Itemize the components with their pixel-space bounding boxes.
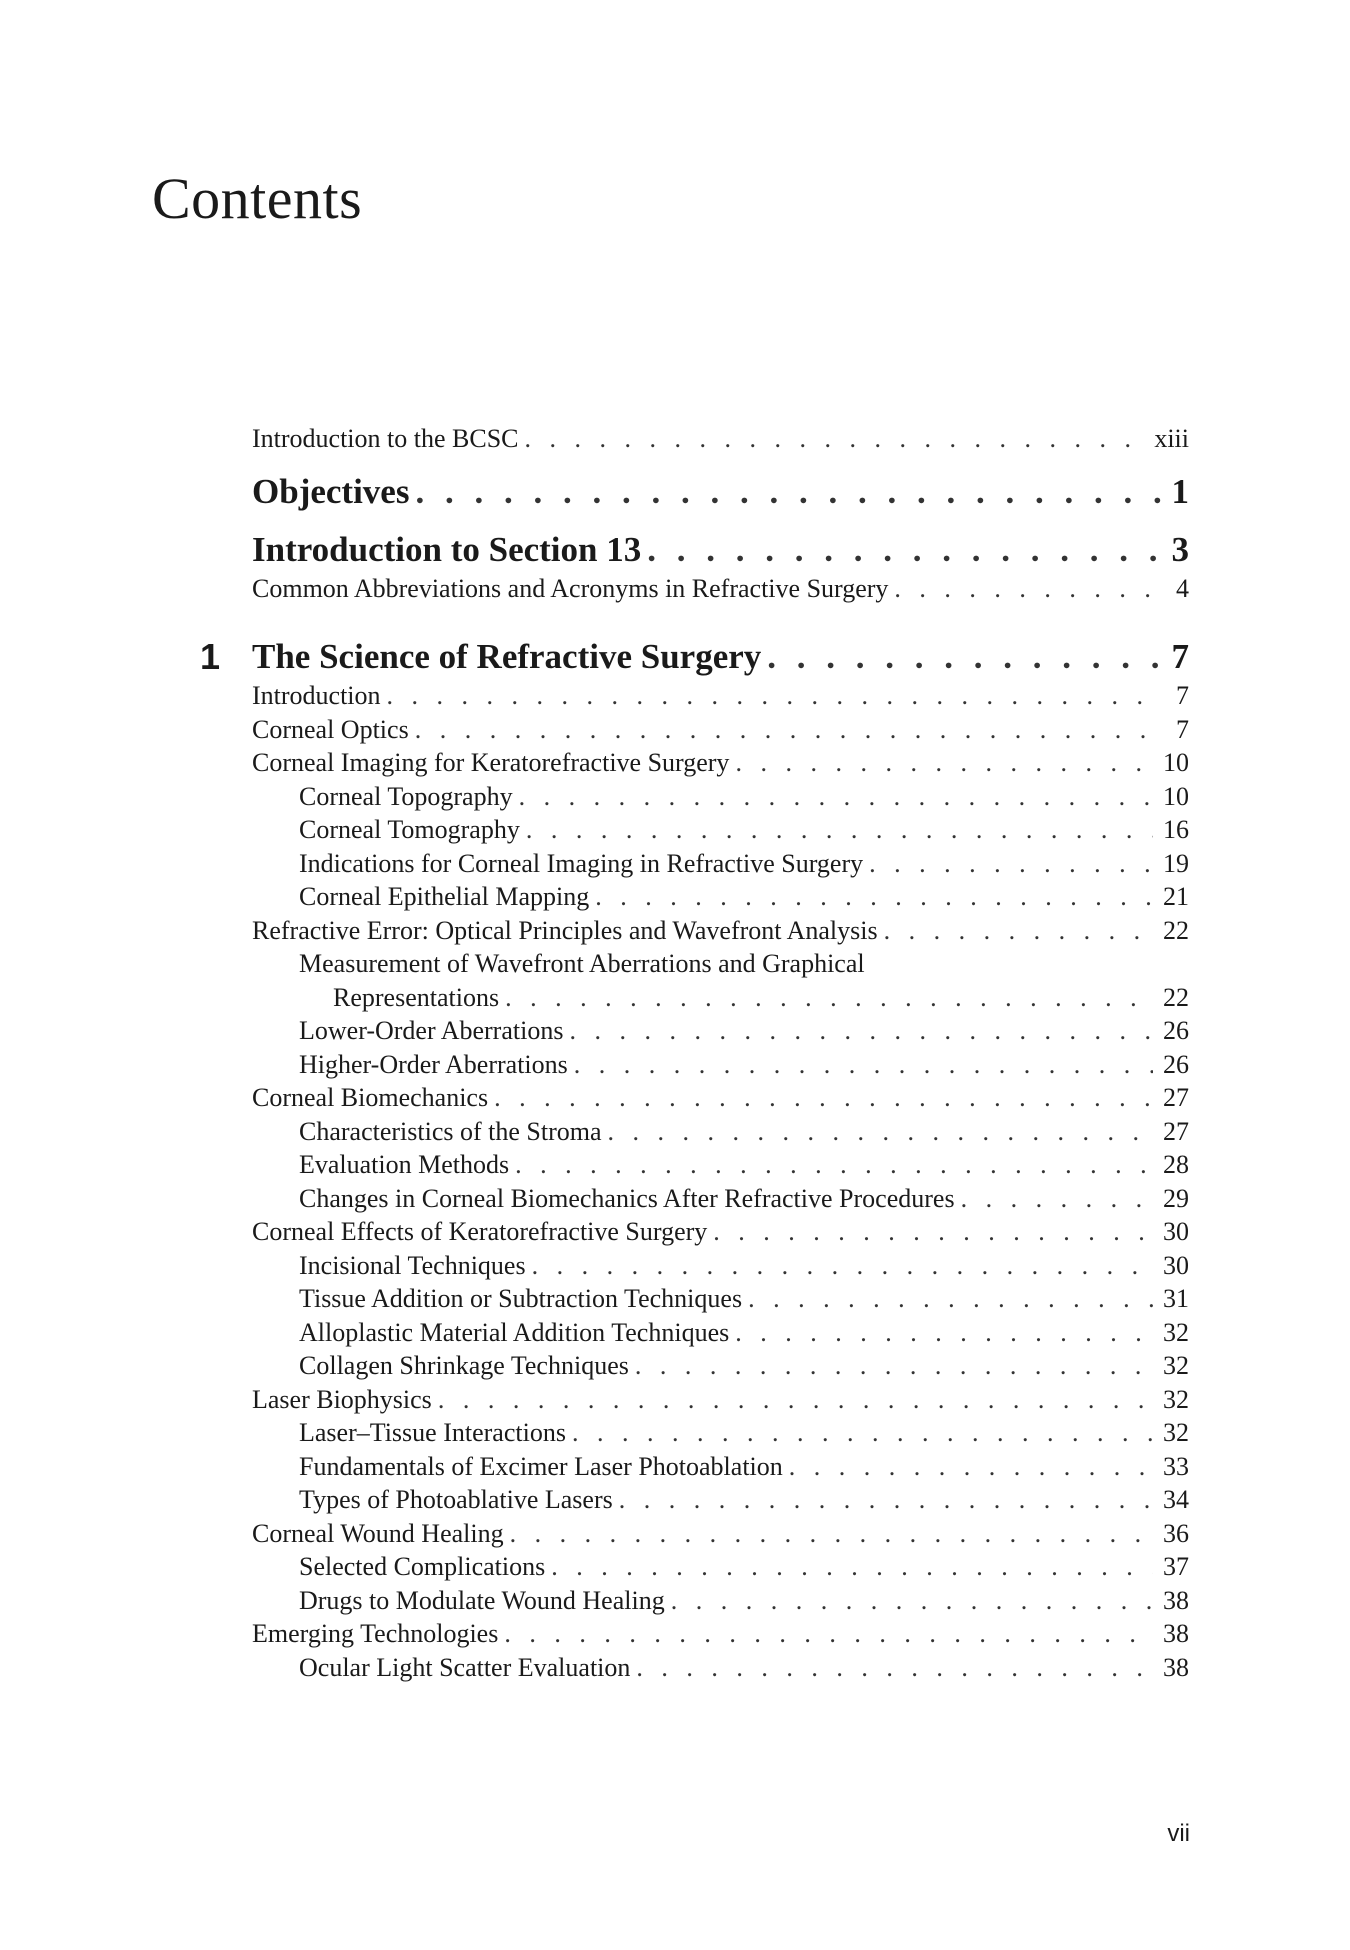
toc-entry[interactable]	[252, 1215, 1189, 1249]
toc-page-number: 10	[1163, 781, 1189, 811]
toc-entry[interactable]	[252, 1249, 1189, 1283]
dot-leader	[494, 1081, 1153, 1115]
toc-page-number: 4	[1176, 573, 1189, 603]
toc-entry[interactable]	[252, 1282, 1189, 1316]
toc-entry[interactable]	[252, 1349, 1189, 1383]
toc-page-number: 28	[1163, 1150, 1189, 1179]
toc-page-number: xiii	[1154, 424, 1189, 453]
toc-entry-title: Indications for Corneal Imaging in Refractive Surgery	[299, 848, 864, 878]
dot-leader	[735, 746, 1153, 780]
toc-entry[interactable]	[252, 572, 1189, 606]
toc-entry-title: Lower-Order Aberrations	[299, 1016, 564, 1045]
dot-leader	[767, 635, 1163, 679]
toc-page-number: 30	[1163, 1217, 1189, 1246]
toc-entry[interactable]	[252, 746, 1189, 780]
toc-page-number: 22	[1163, 915, 1189, 945]
toc-entry[interactable]	[252, 1550, 1189, 1584]
toc-entry-title: Corneal Topography	[299, 781, 513, 811]
toc-entry-title: Common Abbreviations and Acronyms in Refractive Surgery	[252, 573, 889, 603]
toc-entry-title: Laser–Tissue Interactions	[299, 1418, 566, 1447]
page-number: vii	[1167, 1820, 1190, 1847]
dot-leader	[415, 470, 1163, 514]
dot-leader	[515, 1148, 1153, 1182]
toc-entry-title: Introduction	[252, 681, 381, 710]
toc-entry-title: Corneal Wound Healing	[252, 1518, 504, 1548]
dot-leader	[387, 679, 1153, 713]
toc-entry[interactable]	[252, 847, 1189, 881]
toc-entry-title: Emerging Technologies	[252, 1619, 499, 1648]
dot-leader	[504, 1617, 1153, 1651]
toc-entry[interactable]	[252, 914, 1189, 948]
dot-leader	[608, 1115, 1153, 1149]
toc-page-number: 27	[1163, 1116, 1189, 1146]
table-of-contents	[200, 422, 1189, 1684]
toc-page-number: 31	[1163, 1284, 1189, 1313]
toc-entry-title: Corneal Biomechanics	[252, 1083, 489, 1112]
toc-page-number: 36	[1163, 1518, 1189, 1548]
toc-entry-title: Refractive Error: Optical Principles and Wavefront Analysis	[252, 915, 878, 945]
toc-page-number: 38	[1163, 1652, 1189, 1682]
dot-leader	[671, 1584, 1153, 1618]
toc-entry[interactable]	[252, 813, 1189, 847]
toc-entry[interactable]	[252, 1316, 1189, 1350]
dot-leader	[647, 528, 1163, 572]
toc-page-number: 21	[1163, 882, 1189, 911]
dot-leader	[735, 1316, 1153, 1350]
dot-leader	[789, 1450, 1153, 1484]
dot-leader	[572, 1416, 1153, 1450]
toc-page-number: 7	[1176, 681, 1189, 710]
toc-entry[interactable]	[252, 1517, 1189, 1551]
toc-page-number: 19	[1163, 848, 1189, 878]
toc-entry[interactable]	[252, 1483, 1189, 1517]
dot-leader	[438, 1383, 1153, 1417]
toc-entry-title: Selected Complications	[299, 1552, 546, 1581]
dot-leader	[519, 780, 1153, 814]
toc-entry-title: Drugs to Modulate Wound Healing	[299, 1585, 665, 1615]
toc-page-number: 33	[1163, 1451, 1189, 1481]
dot-leader	[884, 914, 1153, 948]
dot-leader	[636, 1651, 1153, 1685]
toc-entry-title: Characteristics of the Stroma	[299, 1116, 602, 1146]
toc-entry-title: Tissue Addition or Subtraction Techniques	[299, 1284, 743, 1313]
toc-entry[interactable]	[252, 1584, 1189, 1618]
toc-entry-title: Introduction to the BCSC	[252, 424, 519, 453]
toc-entry-title: Measurement of Wavefront Aberrations and Graphical	[299, 949, 865, 978]
toc-entry[interactable]	[252, 880, 1189, 914]
toc-page-number: 1	[1171, 471, 1189, 511]
toc-entry-title: Ocular Light Scatter Evaluation	[299, 1652, 631, 1682]
toc-entry-title: Corneal Tomography	[299, 815, 520, 844]
toc-page-number: 32	[1163, 1317, 1189, 1347]
toc-heading[interactable]	[252, 470, 1189, 514]
dot-leader	[505, 981, 1153, 1015]
dot-leader	[894, 572, 1153, 606]
toc-entry[interactable]	[252, 1651, 1189, 1685]
toc-entry-title: Laser Biophysics	[252, 1384, 432, 1414]
dot-leader	[595, 880, 1153, 914]
toc-page-number: 34	[1163, 1485, 1189, 1514]
toc-entry-title: Fundamentals of Excimer Laser Photoablation	[299, 1451, 783, 1481]
toc-page-number: 37	[1163, 1552, 1189, 1581]
toc-entry[interactable]	[252, 679, 1189, 713]
toc-heading[interactable]	[252, 528, 1189, 572]
toc-entry[interactable]	[252, 1148, 1189, 1182]
dot-leader	[961, 1182, 1153, 1216]
toc-entry[interactable]	[252, 1048, 1189, 1082]
toc-entry-title: Corneal Effects of Keratorefractive Surgery	[252, 1217, 708, 1246]
toc-entry[interactable]	[252, 1450, 1189, 1484]
toc-page-number: 32	[1163, 1418, 1189, 1447]
toc-entry-title: Collagen Shrinkage Techniques	[299, 1351, 629, 1380]
toc-page-number: 29	[1163, 1183, 1189, 1213]
dot-leader	[748, 1282, 1153, 1316]
toc-page-number: 10	[1163, 748, 1189, 777]
toc-entry[interactable]	[252, 1014, 1189, 1048]
toc-entry-title: The Science of Refractive Surgery	[252, 637, 762, 676]
dot-leader	[569, 1014, 1153, 1048]
dot-leader	[574, 1048, 1153, 1082]
toc-entry[interactable]	[252, 947, 1189, 981]
toc-page-number: 32	[1163, 1384, 1189, 1414]
toc-page-number: 27	[1163, 1083, 1189, 1112]
toc-page-number: 16	[1163, 815, 1189, 844]
dot-leader	[510, 1517, 1153, 1551]
toc-entry[interactable]	[252, 1115, 1189, 1149]
toc-entry[interactable]	[252, 422, 1189, 456]
toc-page-number: 3	[1171, 529, 1189, 569]
toc-page-number: 22	[1163, 982, 1189, 1012]
dot-leader	[635, 1349, 1153, 1383]
toc-entry[interactable]	[252, 1182, 1189, 1216]
dot-leader	[869, 847, 1153, 881]
page-title: Contents	[152, 166, 363, 231]
toc-page-number: 30	[1163, 1250, 1189, 1280]
toc-page-number: 7	[1171, 637, 1189, 676]
toc-entry-title: Types of Photoablative Lasers	[299, 1485, 613, 1514]
toc-entry[interactable]	[252, 780, 1189, 814]
toc-entry-title: Alloplastic Material Addition Techniques	[299, 1317, 730, 1347]
toc-entry[interactable]	[252, 1416, 1189, 1450]
dot-leader	[415, 713, 1153, 747]
toc-entry-title: Introduction to Section 13	[252, 529, 642, 569]
toc-entry[interactable]	[252, 1617, 1189, 1651]
toc-page-number: 7	[1176, 714, 1189, 744]
toc-entry-title: Evaluation Methods	[299, 1150, 510, 1179]
toc-entry-title: Corneal Optics	[252, 714, 409, 744]
toc-page-number: 38	[1163, 1619, 1189, 1648]
dot-leader	[526, 813, 1153, 847]
dot-leader	[525, 422, 1149, 456]
toc-entry[interactable]	[252, 1383, 1189, 1417]
toc-entry-title: Changes in Corneal Biomechanics After Refractive Procedures	[299, 1183, 955, 1213]
dot-leader	[551, 1550, 1153, 1584]
toc-entry[interactable]	[252, 981, 1189, 1015]
toc-entry-title: Corneal Imaging for Keratorefractive Surgery	[252, 748, 730, 777]
toc-page-number: 32	[1163, 1351, 1189, 1380]
toc-entry[interactable]	[252, 713, 1189, 747]
toc-page-number: 26	[1163, 1016, 1189, 1045]
toc-entry[interactable]	[252, 1081, 1189, 1115]
toc-heading[interactable]	[200, 635, 1189, 679]
chapter-number: 1	[200, 636, 221, 677]
dot-leader	[532, 1249, 1153, 1283]
toc-entry-title: Incisional Techniques	[299, 1250, 526, 1280]
toc-entry-title: Corneal Epithelial Mapping	[299, 882, 590, 911]
toc-entry-title-continued: Representations	[333, 982, 500, 1012]
dot-leader	[619, 1483, 1153, 1517]
toc-page-number: 26	[1163, 1049, 1189, 1079]
dot-leader	[713, 1215, 1153, 1249]
toc-page-number: 38	[1163, 1585, 1189, 1615]
toc-entry-title: Higher-Order Aberrations	[299, 1049, 568, 1079]
toc-entry-title: Objectives	[252, 471, 410, 511]
